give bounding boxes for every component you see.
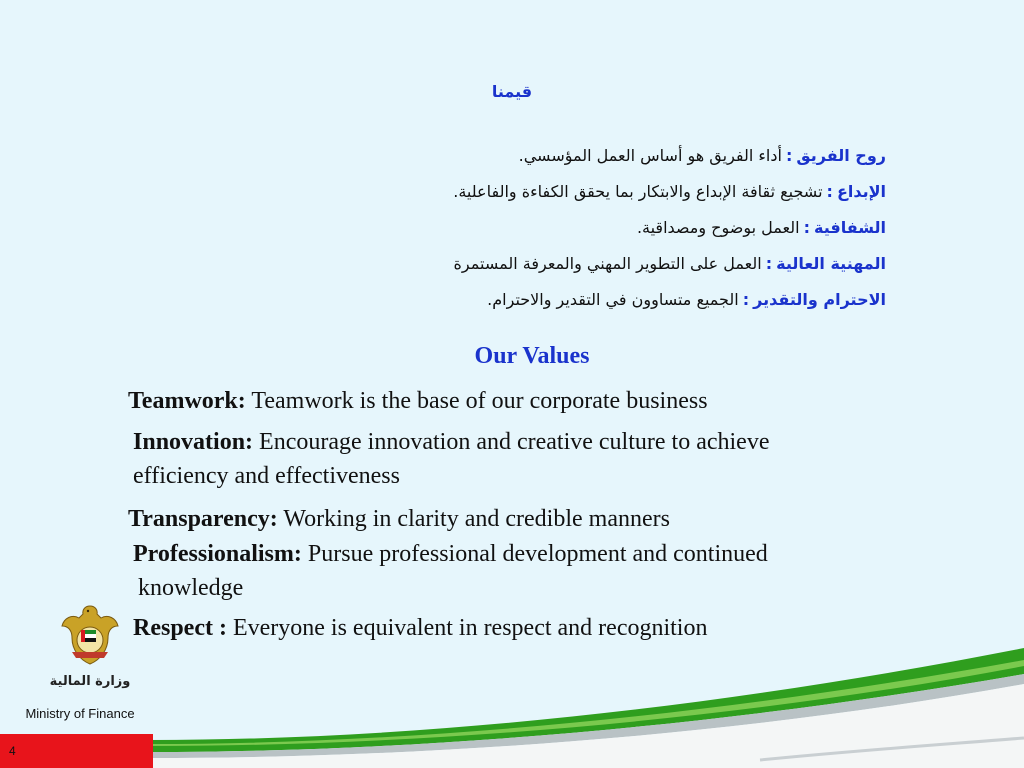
english-value-continuation: knowledge xyxy=(138,575,244,601)
arabic-value-separator: : xyxy=(803,218,810,237)
uae-falcon-emblem-icon xyxy=(58,600,122,670)
arabic-value-professionalism xyxy=(246,246,886,282)
arabic-value-text: الجميع متساوون في التقدير والاحترام. xyxy=(487,290,739,309)
arabic-value-separator: : xyxy=(765,254,773,273)
page-number: 4 xyxy=(9,744,16,758)
arabic-value-transparency xyxy=(246,210,886,246)
english-value-text: Teamwork is the base of our corporate business xyxy=(251,388,708,414)
arabic-title: قيمنا xyxy=(491,82,533,101)
arabic-values-list xyxy=(246,138,886,318)
arabic-value-term: روح الفريق xyxy=(796,146,886,165)
english-value-text: Pursue professional development and continued xyxy=(307,541,768,567)
english-title: Our Values xyxy=(474,343,590,369)
english-value-continuation: efficiency and effectiveness xyxy=(133,463,400,489)
arabic-value-respect xyxy=(246,282,886,318)
footer-swoosh xyxy=(0,640,1024,768)
arabic-value-text: العمل بوضوح ومصداقية. xyxy=(636,218,800,237)
ministry-name-english: Ministry of Finance xyxy=(25,706,135,721)
page-number-box xyxy=(0,734,153,768)
arabic-value-separator: : xyxy=(826,182,833,201)
ministry-name-arabic: وزارة المالية xyxy=(49,674,131,689)
english-value-term: Teamwork: xyxy=(128,388,246,414)
arabic-value-term: المهنية العالية xyxy=(776,254,886,273)
arabic-value-separator: : xyxy=(785,146,793,165)
english-value-term: Transparency: xyxy=(128,506,278,532)
arabic-value-term: الشفافية xyxy=(813,218,886,237)
arabic-value-innovation xyxy=(246,174,886,210)
english-value-term: Respect : xyxy=(133,615,227,641)
arabic-value-text: العمل على التطوير المهني والمعرفة المستمرة xyxy=(453,254,762,273)
english-value-innovation xyxy=(133,425,903,493)
english-value-text: Working in clarity and credible manners xyxy=(283,506,670,532)
english-value-text: Everyone is equivalent in respect and recognition xyxy=(232,615,708,641)
english-value-transparency xyxy=(128,502,888,536)
arabic-value-separator: : xyxy=(742,290,750,309)
english-value-text: Encourage innovation and creative culture to achieve xyxy=(259,429,770,455)
english-value-teamwork xyxy=(128,384,888,418)
arabic-value-text: أداء الفريق هو أساس العمل المؤسسي. xyxy=(518,146,782,165)
arabic-value-term: الإبداع xyxy=(836,182,886,201)
english-value-term: Innovation: xyxy=(133,429,254,455)
arabic-value-text: تشجيع ثقافة الإبداع والابتكار بما يحقق الكفاءة والفاعلية. xyxy=(453,182,823,201)
arabic-value-term: الاحترام والتقدير xyxy=(753,290,886,309)
english-value-term: Professionalism: xyxy=(133,541,302,567)
ministry-logo xyxy=(30,600,150,689)
english-value-professionalism xyxy=(133,537,903,605)
arabic-value-teamwork xyxy=(246,138,886,174)
